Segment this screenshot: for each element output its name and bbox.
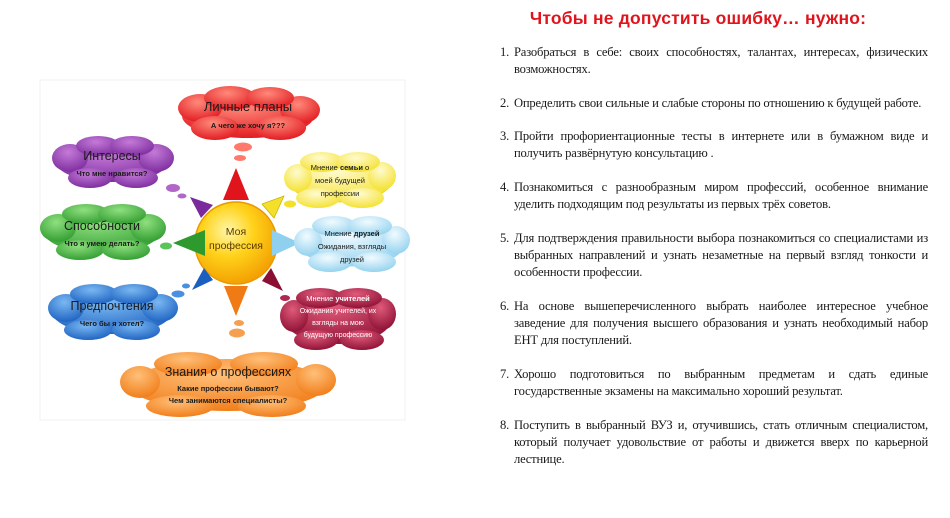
list-item: 4. Познакомиться с разнообразным миром профессий, особенное внимание уделить подходящим под результаты из первых трёх советов. xyxy=(512,179,928,213)
thought-dot xyxy=(172,291,185,298)
thought-dot xyxy=(234,155,246,161)
list-item: 5. Для подтверждения правильности выбора познакомиться со специалистами из выбранных направлений и узнать незаметные на первый взгляд тонкости и особенности профессии. xyxy=(512,230,928,281)
teachers-line4: будущую профессию xyxy=(303,332,373,339)
thought-dot xyxy=(178,194,187,199)
friends-line3: друзей xyxy=(340,255,364,264)
list-item: 2. Определить свои сильные и слабые стороны по отношению к будущей работе. xyxy=(512,95,928,112)
teachers-line2: Ожидания учителей, их xyxy=(299,308,377,315)
list-item: 1. Разобраться в себе: своих способностях, талантах, интересах, физических возможностях. xyxy=(512,44,928,78)
abilities-sub: Что я умею делать? xyxy=(64,239,140,248)
thought-dot xyxy=(284,201,296,208)
teachers-line3: взгляды на мою xyxy=(312,320,364,327)
bubble-family-opinion xyxy=(284,152,396,208)
list-item: 7. Хорошо подготовиться по выбранным предметам и сдать единые государственные экзамены на максимально хороший результат. xyxy=(512,366,928,400)
thought-dot xyxy=(234,320,244,326)
center-line2: профессия xyxy=(209,240,263,252)
center-circle xyxy=(195,202,277,284)
family-line3: профессии xyxy=(320,189,360,198)
knowledge-title: Знания о профессиях xyxy=(164,365,292,379)
interests-sub: Что мне нравится? xyxy=(76,169,148,178)
family-line1: Мнение семьи о xyxy=(310,163,370,172)
thought-dot xyxy=(182,284,190,289)
list-item: 6. На основе вышеперечисленного выбрать наиболее интересное учебное заведение для получения высшего образования и узнать необходимый набор ЕНТ для поступлений. xyxy=(512,298,928,349)
personal-plans-sub: А чего же хочу я??? xyxy=(210,121,286,130)
thought-dot xyxy=(166,184,180,192)
preferences-sub: Чего бы я хотел? xyxy=(79,319,145,328)
profession-choice-diagram xyxy=(0,0,440,518)
knowledge-sub1: Какие профессии бывают? xyxy=(177,384,279,393)
thought-dot xyxy=(234,143,252,152)
page-title: Чтобы не допустить ошибку… нужно: xyxy=(529,8,867,28)
preferences-title: Предпочтения xyxy=(70,299,154,313)
friends-line2: Ожидания, взгляды xyxy=(317,242,387,251)
knowledge-sub2: Чем занимаются специалисты? xyxy=(168,396,288,405)
interests-title: Интересы xyxy=(83,149,141,163)
family-line2: моей будущей xyxy=(315,176,365,185)
list-item: 3. Пройти профориентационные тесты в интернете или в бумажном виде и получить развёрнутую консультацию . xyxy=(512,128,928,162)
abilities-title: Способности xyxy=(63,219,141,233)
thought-dot xyxy=(229,329,245,338)
thought-dot xyxy=(280,295,290,301)
list-item: 8. Поступить в выбранный ВУЗ и, отучившись, стать отличным специалистом, который получает удовольствие от работы и движется вверх по карьерной лестнице. xyxy=(512,417,928,468)
personal-plans-title: Личные планы xyxy=(203,99,293,114)
teachers-line1: Мнение учителей xyxy=(306,294,370,303)
bubble-teachers-opinion xyxy=(280,288,396,350)
center-line1: Моя xyxy=(225,226,247,238)
thought-dot xyxy=(160,243,172,250)
friends-line1: Мнение друзей xyxy=(324,229,380,238)
advice-list xyxy=(478,44,928,468)
